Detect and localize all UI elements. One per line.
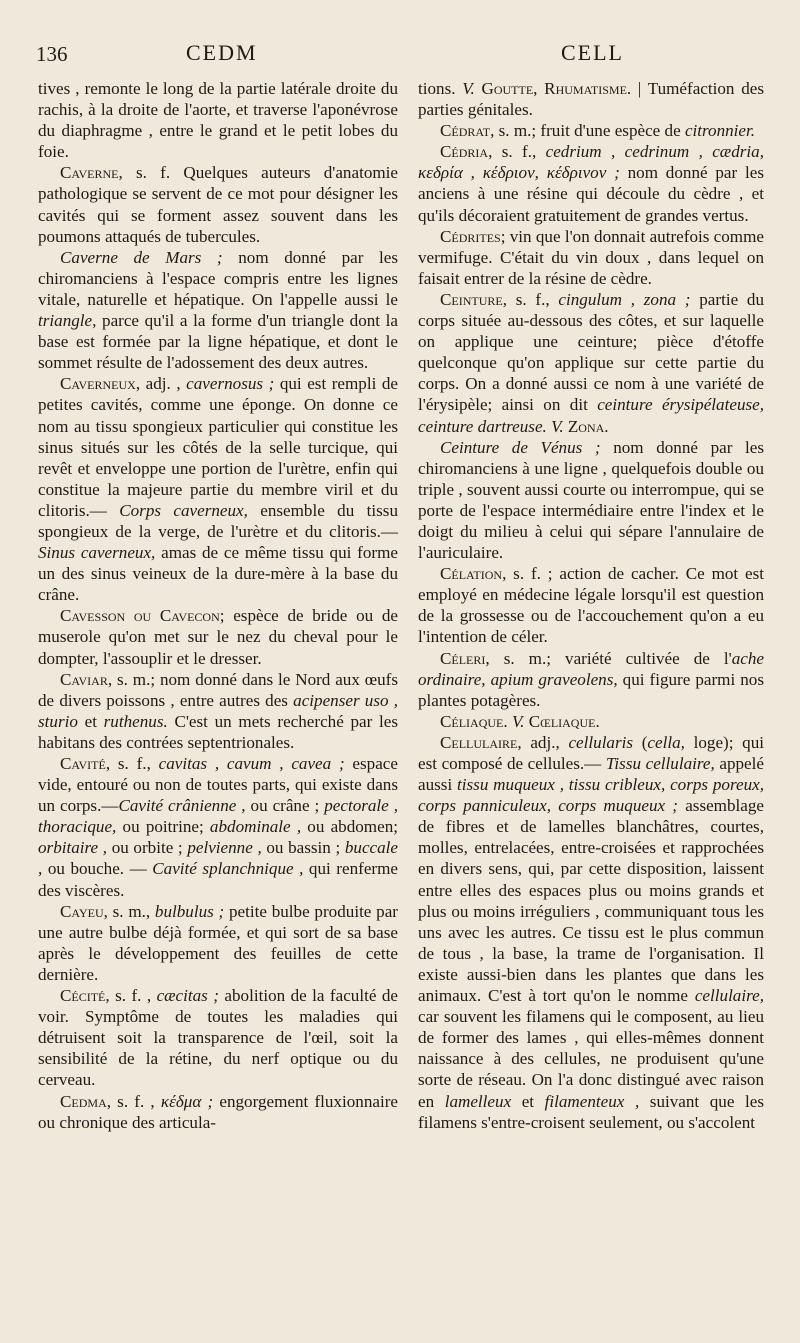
entry-cavite [38,753,398,901]
entry-text: , s. f., [105,754,159,773]
entry-italic: pelvienne , [187,838,262,858]
entry-text: , s. f. Quelques auteurs d'anatomie pathologique se servent de ce mot pour désigner les cavités qui se forment assez souvent dans les poumons attaqués de tubercules. [38,163,398,246]
entry-celiaque [418,711,764,732]
entry-text: engorgement fluxionnaire ou chronique des articula- [38,1091,398,1132]
entry-text: ensemble du tissu spongieux de la verge, de l'urètre et du clitoris.— [38,500,398,541]
headword: Caverneux [60,374,136,394]
entry-cedrites [418,226,764,289]
entry-text: tions. [418,79,463,98]
right-running-head: CELL [561,40,624,65]
entry-continuation [38,78,398,162]
entry-text: ou bassin ; [261,838,345,858]
cross-reference: Zona. [563,416,609,436]
running-header [36,40,764,70]
headword: Cedma [60,1091,107,1111]
headword: Céliaque. [440,711,508,731]
entry-cedrat [418,120,764,141]
headword: Célation [440,564,503,584]
entry-italic: κέδμα ; [160,1091,214,1111]
entry-text: appelé aussi [418,754,764,795]
entry-text: espace vide, entouré ou non de toutes parts, qui existe dans un corps.— [38,754,398,816]
entry-text: , s. f., [488,142,546,162]
entry-italic: cellulaire, [694,986,764,1006]
headword: Cavesson ou Cavecon [60,606,220,626]
entry-caverne-de-mars [38,247,398,374]
entry-text: ou crâne ; [245,796,325,816]
page-number: 136 [36,42,68,66]
entry-text: ; vin que l'on donnait autrefois comme vermifuge. C'était du vin doux , dans lequel on faisait entrer de la résine de cèdre. [418,226,764,288]
entry-text: , s. m.; variété cultivée de l' [485,648,732,668]
entry-text: ou orbite ; [107,838,188,858]
entry-italic: tissu muqueux , tissu cribleux, corps poreux, corps panniculeux, corps muqueux ; [418,775,764,816]
entry-continuation [418,78,764,120]
entry-ceinture-de-venus [418,437,764,564]
headword: Cellulaire [440,732,518,752]
entry-text: qui renferme des viscères. [38,859,398,900]
entry-italic: Corps caverneux, [119,500,248,520]
headword: Céleri [440,648,486,668]
headword: Caviar [60,669,108,689]
entry-text: qui figure parmi nos plantes potagères. [418,669,764,710]
entry-text: | Tuméfaction des parties génitales. [418,79,764,120]
entry-text: abolition de la faculté de voir. Symptôme de toutes les maladies qui détruisent soit la transparence de l'œil, soit la sensibilité de la rétine, du nerf optique ou du cerveau. [38,986,398,1090]
entry-italic: Ceinture de Vénus ; [440,437,601,457]
entry-italic: cavernosus ; [186,374,275,394]
entry-italic: ache ordinaire, apium graveolens, [418,648,764,689]
entry-cavesson [38,605,398,668]
entry-italic: filamenteux , [544,1091,640,1111]
entry-italic: buccale , [38,838,399,879]
entry-italic: orbitaire , [38,838,108,858]
entry-italic: lamelleux [444,1091,512,1111]
entry-italic: cedrium , cedrinum , cædria, κεδρία , κέδριον, κέδρινον ; [418,142,764,183]
entry-text: petite bulbe produite par une autre bulbe déjà formée, et qui sort de sa base après le développement des feuilles de cette dernière. [38,901,398,984]
headword: Cayeu [60,901,104,921]
entry-italic: citronnier. [684,121,756,141]
entry-text: , s. f., [502,289,559,309]
headword: Cécité [60,986,106,1006]
entry-italic: cingulum , zona ; [558,289,691,309]
entry-text: et [511,1091,545,1111]
headword: Cavité [60,754,106,773]
entry-italic: Tissu cellulaire, [605,754,715,773]
entry-text: , s. m., [103,901,155,921]
entry-text: ou poitrine; [116,817,210,837]
left-column [38,78,398,1133]
entry-text: , s. f. , [106,1091,161,1111]
entry-text: partie du corps située au-dessous des côtes, et sur laquelle on applique une ceinture; pièce d'étoffe quelconque qu'on applique sur cette partie du corps. On a donné aussi ce nom à une variété de l'érysipèle; ainsi on dit [418,289,765,415]
entry-text: , adj. , [135,374,187,394]
entry-text: nom donné par les chiromanciens à une ligne , quelquefois double ou triple , souvent aussi courte ou interrompue, qui se porte de l'espace intermédiaire entre l'index et le doigt du milieu à celui qui sépare l'annulaire de l'auriculaire. [418,437,765,563]
entry-celation [418,563,764,647]
entry-italic: V. [462,79,475,98]
entry-italic: cellularis [568,732,634,752]
entry-caverne [38,162,398,246]
entry-cedma [38,1091,398,1133]
cross-reference: Goutte, Rhumatisme. [481,79,632,98]
headword: Cédrites [440,226,501,246]
headword: Caverne [60,163,119,183]
headword: Ceinture [440,289,503,309]
entry-italic: Sinus caverneux, [38,543,156,563]
entry-italic: acipenser uso , sturio [38,690,398,731]
entry-cedria [418,141,764,225]
entry-text: , s. f. ; action de cacher. Ce mot est employé en médecine légale lorsqu'il est question de la grossesse ou de l'accouchement qu'on a eu l'intention de céler. [418,564,764,647]
entry-text: suivant que les filamens s'entre-croisent seulement, ou s'accolent [418,1091,764,1132]
entry-text: car souvent les filamens qui le composent, au lieu de former des lames , qui elles-mêmes donnent naissance à des cellules, ne produisent qu'une sorte de réseau. On l'a donc distingué avec raison en [418,1007,764,1111]
entry-text: , s. m.; fruit d'une espèce de [490,121,685,141]
entry-cellulaire [418,732,764,1133]
right-column [418,78,764,1133]
entry-caverneux [38,373,398,605]
entry-text: ( [633,732,648,752]
entry-cecite [38,985,398,1090]
entry-text: ou bouche. — [42,859,153,879]
entry-italic: cavitas , cavum , cavea ; [158,754,345,773]
entry-text: loge); qui est composé de cellules.— [418,732,764,773]
entry-italic: ceinture érysipélateuse, ceinture dartreuse. V. [418,395,765,436]
entry-italic: cella, [647,732,685,752]
entry-text: parce qu'il a la forme d'un triangle dont la base est formée par la ligne hépatique, et dont le sommet résulte de l'adossement des deux autres. [38,311,398,373]
entry-italic: V. [507,711,525,731]
entry-italic: pectorale , thoracique, [38,796,398,837]
entry-ceinture [418,289,764,437]
entry-text: et [77,711,104,731]
entry-text: , adj., [517,732,569,752]
entry-italic: Cavité splanchnique , [152,859,304,879]
entry-italic: bulbulus ; [154,901,225,921]
left-running-head: CEDM [186,40,258,65]
entry-text: , s. m.; nom donné dans le Nord aux œufs de divers poissons , entre autres des [38,669,398,710]
entry-text: nom donné par les chiromanciens à l'espace compris entre les lignes vitale, naturelle et hépatique. On l'appelle aussi le [38,247,398,309]
entry-text: ; espèce de bride ou de muserole qu'on met sur le nez du cheval pour le dompter, l'assouplir et le dresser. [38,606,398,668]
entry-italic: Caverne de Mars ; [60,247,223,267]
entry-text: ou abdomen; [301,817,398,837]
entry-text: tives , remonte le long de la partie latérale droite du rachis, à la droite de l'aorte, et traverse l'aponévrose du diaphragme , entre le grand et le petit lobes du foie. [38,79,398,162]
entry-italic: abdominale , [209,817,302,837]
entry-italic: Cavité crânienne , [118,796,246,816]
headword: Cédria [440,142,489,162]
entry-text: , s. f. , [105,986,157,1006]
entry-italic: cæcitas ; [156,986,219,1006]
cross-reference: Cœliaque. [524,711,600,731]
entry-cayeu [38,901,398,985]
entry-text: C'est un mets recherché par les habitans des contrées septentrionales. [38,711,398,752]
entry-text: assemblage de fibres et de lamelles blanchâtres, courtes, molles, entrelacées, entre-croisées et rapprochées en divers sens, qui, par cette disposition, laissent entre elles des espaces plus ou moins grands et plus ou moins irréguliers , communiquant tous les uns avec les autres. Ce tissu est le plus commun de tous , la base, la trame de l'organisation. Il existe aussi-bien dans les plantes que dans les animaux. C'est à tort qu'on le nomme [418,796,764,1006]
entry-celeri [418,648,764,711]
entry-italic: triangle, [38,311,97,331]
entry-caviar [38,669,398,753]
entry-text: qui est rempli de petites cavités, comme une éponge. On donne ce nom au tissu spongieux particulier qui constitue les sinus situés sur les côtés de la selle turcique, qui revêt et enveloppe une portion de l'urètre, enfin qui constitue la majeure partie du membre viril et du clitoris.— [38,374,399,520]
entry-text: nom donné par les anciens à une résine qui découle du cèdre , et qu'ils décoraient gratuitement de grandes vertus. [418,163,765,225]
entry-italic: ruthenus. [103,711,168,731]
entry-text: amas de ce même tissu qui forme un des sinus veineux de la dure-mère à la base du crâne. [38,543,398,605]
headword: Cédrat [440,121,491,141]
